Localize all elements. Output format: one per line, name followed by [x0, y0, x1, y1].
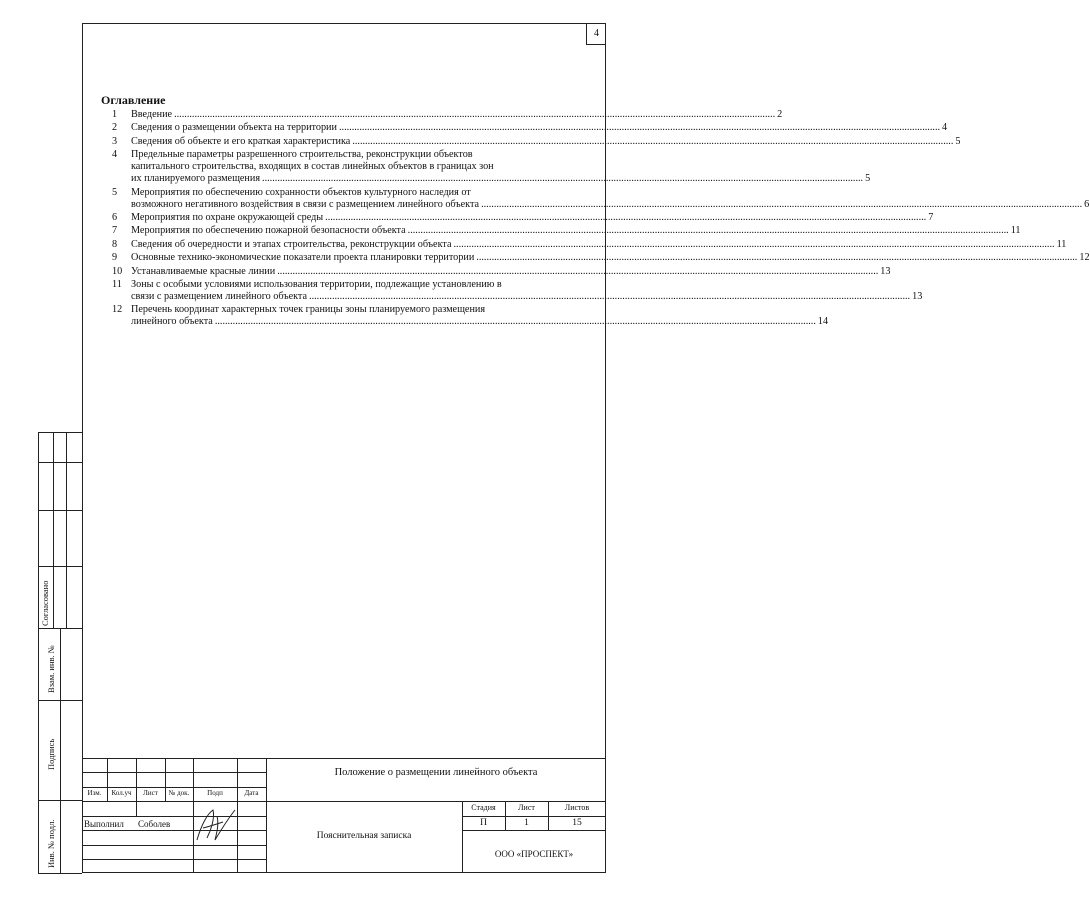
toc-item-page: 5: [865, 173, 871, 185]
toc-item-number: 10: [112, 265, 123, 277]
toc-item: [101, 211, 934, 224]
toc-item-page: 13: [912, 290, 923, 302]
inv-podl-label: Инв. № подл.: [46, 819, 56, 868]
toc-item: [101, 122, 948, 134]
toc-item-text: Сведения об объекте и его краткая характеристика: [131, 135, 351, 147]
col-sign: Подп: [207, 789, 223, 797]
doc-type: Пояснительная записка: [316, 831, 412, 841]
toc-item-number: 7: [112, 225, 118, 237]
toc-leader-dots: [481, 199, 1082, 211]
sheets-value: 15: [572, 818, 582, 828]
toc-item: [101, 265, 891, 278]
toc-item-text-line: Перечень координат характерных точек границы зоны планируемого размещения: [131, 304, 486, 316]
toc-item: [101, 278, 923, 303]
sheet-value: 1: [524, 818, 529, 828]
toc-item-page: 14: [817, 316, 829, 328]
col-doc-num: № док.: [168, 789, 190, 797]
toc-item: [101, 252, 1090, 264]
performed-name: Соболев: [138, 819, 171, 829]
toc-item: [101, 238, 1067, 251]
toc-item-page: 13: [880, 265, 891, 277]
toc-item: [101, 225, 1021, 237]
toc-item-number: 3: [112, 135, 118, 147]
toc-item-page: 11: [1056, 238, 1067, 250]
toc-leader-dots: [476, 252, 1077, 264]
agreed-label: Согласовано: [40, 580, 50, 626]
document-title: Положение о размещении линейного объекта: [334, 767, 538, 778]
toc-item: [101, 109, 783, 121]
performed-label: Выполнил: [84, 819, 124, 829]
toc-item-text: связи с размещением линейного объекта: [131, 290, 308, 302]
toc-item-number: 4: [112, 149, 118, 161]
toc-item-text: Сведения об очередности и этапах строительства, реконструкции объекта: [131, 238, 452, 250]
sheets-label: Листов: [564, 803, 590, 812]
toc-item: [101, 304, 829, 328]
toc-item-number: 2: [112, 122, 118, 134]
toc-item-page: 4: [942, 122, 948, 134]
toc-item-text: линейного объекта: [131, 316, 213, 328]
toc-item-text: возможного негативного воздействия в связи с размещением линейного объекта: [131, 198, 480, 210]
toc-item-text: Сведения о размещении объекта на территории: [131, 122, 337, 134]
toc-item-text: Мероприятия по охране окружающей среды: [131, 211, 324, 223]
col-izm: Изм.: [87, 789, 102, 797]
table-of-contents: [101, 109, 1090, 330]
toc-item-page: 11: [1010, 225, 1021, 237]
col-kol-uch: Кол.уч: [111, 789, 132, 797]
toc-item-text-line: Предельные параметры разрешенного строительства, реконструкции объектов: [131, 149, 473, 161]
toc-item-page: 2: [777, 109, 783, 120]
toc-item-text: Основные технико-экономические показатели проекта планировки территории: [131, 252, 475, 264]
toc-item-text: их планируемого размещения: [131, 173, 261, 185]
stage-label: Стадия: [471, 803, 496, 812]
company-name: ООО «ПРОСПЕКТ»: [494, 849, 574, 859]
toc-item-number: 5: [112, 186, 118, 198]
toc-leader-dots: [215, 316, 816, 328]
col-date: Дата: [244, 789, 259, 797]
signature-mark: [193, 806, 239, 846]
toc-item: [101, 149, 871, 185]
toc-leader-dots: [277, 266, 878, 278]
toc-leader-dots: [408, 225, 1009, 237]
toc-leader-dots: [325, 212, 926, 224]
toc-leader-dots: [352, 136, 953, 148]
col-list: Лист: [143, 789, 158, 797]
stage-value: П: [480, 818, 487, 828]
toc-item-number: 9: [112, 252, 118, 264]
toc-item-number: 1: [112, 109, 118, 120]
toc-item-page: 6: [1084, 198, 1090, 210]
toc-item-number: 11: [112, 278, 122, 290]
toc-leader-dots: [262, 173, 863, 185]
toc-item-page: 7: [928, 211, 934, 223]
toc-item-page: 12: [1079, 252, 1090, 264]
toc-title: Оглавление: [101, 93, 166, 107]
toc-leader-dots: [339, 122, 940, 134]
toc-item: [101, 135, 961, 148]
toc-item-page: 5: [955, 135, 961, 147]
toc-item-number: 6: [112, 211, 118, 223]
toc-item-text-line: Мероприятия по обеспечению сохранности объектов культурного наследия от: [131, 186, 471, 198]
page-number: 4: [586, 23, 606, 45]
toc-item-text-line: Зоны с особыми условиями использования территории, подлежащие установлению в: [131, 278, 502, 290]
toc-leader-dots: [174, 109, 775, 121]
toc-leader-dots: [309, 291, 910, 303]
toc-item-text: Мероприятия по обеспечению пожарной безопасности объекта: [131, 225, 406, 237]
toc-item-number: 8: [112, 238, 118, 250]
toc-item-number: 12: [112, 304, 123, 316]
toc-item-text-line: капитального строительства, входящих в состав линейных объектов в границах зон: [131, 161, 494, 173]
toc-item-text: Введение: [131, 109, 173, 120]
toc-item: [101, 186, 1090, 211]
signature-label: Подпись: [46, 738, 56, 770]
toc-leader-dots: [454, 239, 1055, 251]
toc-item-text: Устанавливаемые красные линии: [131, 265, 276, 277]
sheet-label: Лист: [518, 803, 535, 812]
inv-vzam-label: Взам. инв. №: [46, 645, 56, 693]
